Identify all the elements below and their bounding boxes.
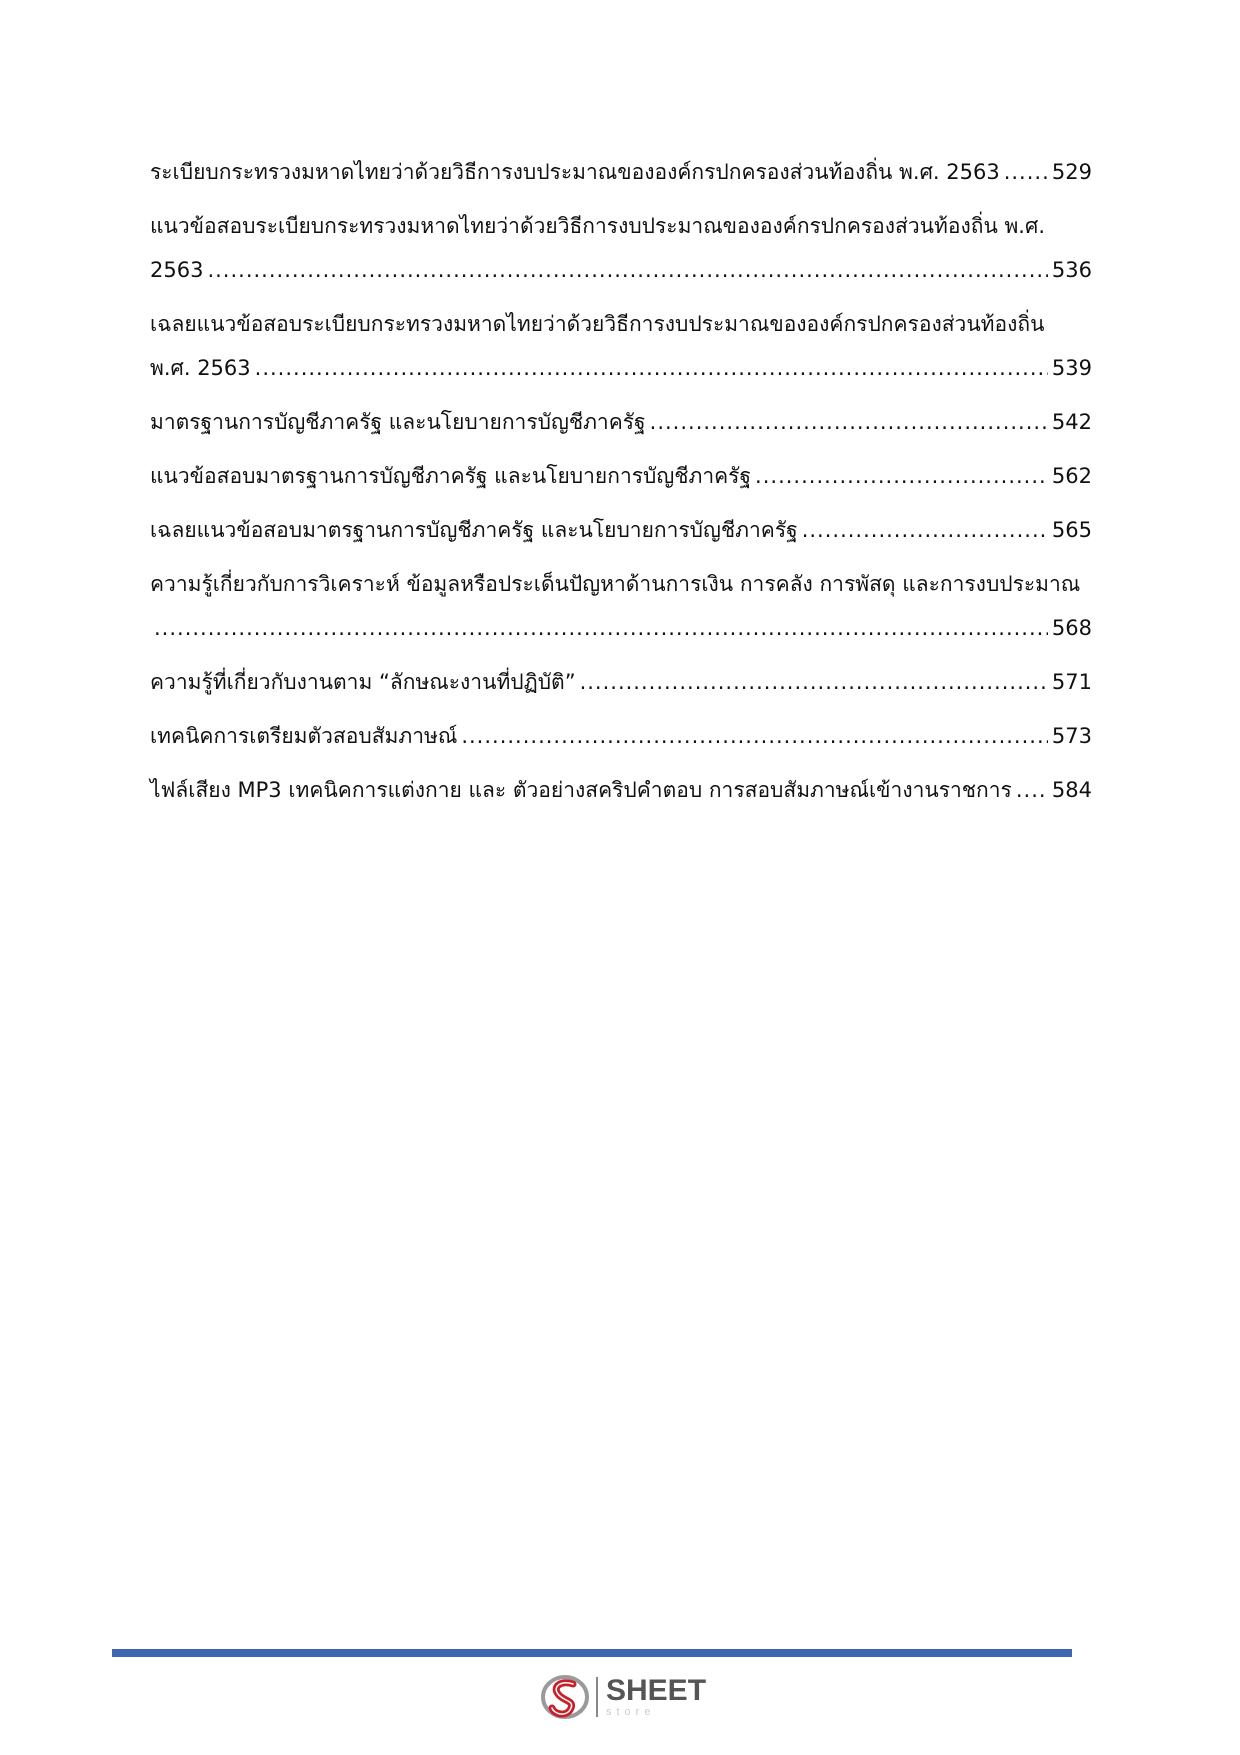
dot-leader bbox=[207, 248, 1047, 292]
dot-leader bbox=[154, 606, 1048, 650]
toc-entry[interactable] bbox=[150, 660, 1092, 704]
toc-entry-title: แนวข้อสอบระเบียบกระทรวงมหาดไทยว่าด้วยวิธีการงบประมาณขององค์กรปกครองส่วนท้องถิ่น พ.ศ. bbox=[150, 214, 1045, 238]
toc-entry-page: 542 bbox=[1051, 410, 1092, 434]
toc-entry-page: 536 bbox=[1051, 258, 1092, 282]
toc-entry-title: ระเบียบกระทรวงมหาดไทยว่าด้วยวิธีการงบประมาณขององค์กรปกครองส่วนท้องถิ่น พ.ศ. 2563 bbox=[150, 160, 1000, 184]
toc-entry-title: มาตรฐานการบัญชีภาครัฐ และนโยบายการบัญชีภาครัฐ bbox=[150, 410, 646, 434]
dot-leader bbox=[755, 454, 1048, 498]
logo-text bbox=[606, 1676, 706, 1718]
toc-entry[interactable] bbox=[150, 768, 1092, 812]
toc-entry-page: 573 bbox=[1051, 724, 1092, 748]
toc-entry-title: ความรู้เกี่ยวกับการวิเคราะห์ ข้อมูลหรือประเด็นปัญหาด้านการเงิน การคลัง การพัสดุ และการงบประมาณ bbox=[150, 572, 1081, 596]
toc-entry-title: ไฟล์เสียง MP3 เทคนิคการแต่งกาย และ ตัวอย่างสคริปคำตอบ การสอบสัมภาษณ์เข้างานราชการ bbox=[150, 778, 1012, 802]
toc-entry-page: 539 bbox=[1051, 356, 1092, 380]
toc-entry-page: 568 bbox=[1051, 616, 1092, 640]
toc-entry-page: 565 bbox=[1051, 518, 1092, 542]
footer-divider-bar bbox=[112, 1649, 1072, 1657]
dot-leader bbox=[650, 400, 1048, 444]
toc-entry-page: 584 bbox=[1051, 778, 1092, 802]
dot-leader bbox=[580, 660, 1048, 704]
toc-entry[interactable] bbox=[150, 714, 1092, 758]
toc-entry-page: 562 bbox=[1051, 464, 1092, 488]
logo-word: SHEET bbox=[606, 1674, 707, 1707]
toc-entry[interactable] bbox=[150, 454, 1092, 498]
toc-entry-title: แนวข้อสอบมาตรฐานการบัญชีภาครัฐ และนโยบายการบัญชีภาครัฐ bbox=[150, 464, 752, 488]
toc-entry[interactable] bbox=[150, 562, 1092, 650]
toc-entry[interactable] bbox=[150, 204, 1092, 292]
dot-leader bbox=[1016, 768, 1048, 812]
toc-entry-page: 529 bbox=[1051, 160, 1092, 184]
dot-leader bbox=[461, 714, 1048, 758]
toc-entry[interactable] bbox=[150, 508, 1092, 552]
toc-entry-title: ความรู้ที่เกี่ยวกับงานตาม “ลักษณะงานที่ปฏิบัติ” bbox=[150, 670, 576, 694]
toc-entry[interactable] bbox=[150, 302, 1092, 390]
toc-entry[interactable] bbox=[150, 150, 1092, 194]
dot-leader bbox=[255, 346, 1048, 390]
toc-entry-title: เฉลยแนวข้อสอบมาตรฐานการบัญชีภาครัฐ และนโยบายการบัญชีภาครัฐ bbox=[150, 518, 798, 542]
dot-leader bbox=[802, 508, 1048, 552]
toc-entry-title: เทคนิคการเตรียมตัวสอบสัมภาษณ์ bbox=[150, 724, 458, 748]
table-of-contents bbox=[150, 150, 1092, 822]
toc-entry-title-continued: 2563 bbox=[150, 258, 204, 282]
toc-entry-title-continued: พ.ศ. 2563 bbox=[150, 356, 251, 380]
toc-entry-title: เฉลยแนวข้อสอบระเบียบกระทรวงมหาดไทยว่าด้วยวิธีการงบประมาณขององค์กรปกครองส่วนท้องถิ่น bbox=[150, 312, 1045, 336]
toc-entry[interactable] bbox=[150, 400, 1092, 444]
logo-divider bbox=[596, 1677, 598, 1717]
logo-subtext: store bbox=[606, 1706, 656, 1718]
toc-entry-page: 571 bbox=[1051, 670, 1092, 694]
sheet-store-logo bbox=[540, 1670, 706, 1724]
logo-s-icon bbox=[540, 1672, 590, 1722]
dot-leader bbox=[1004, 150, 1048, 194]
